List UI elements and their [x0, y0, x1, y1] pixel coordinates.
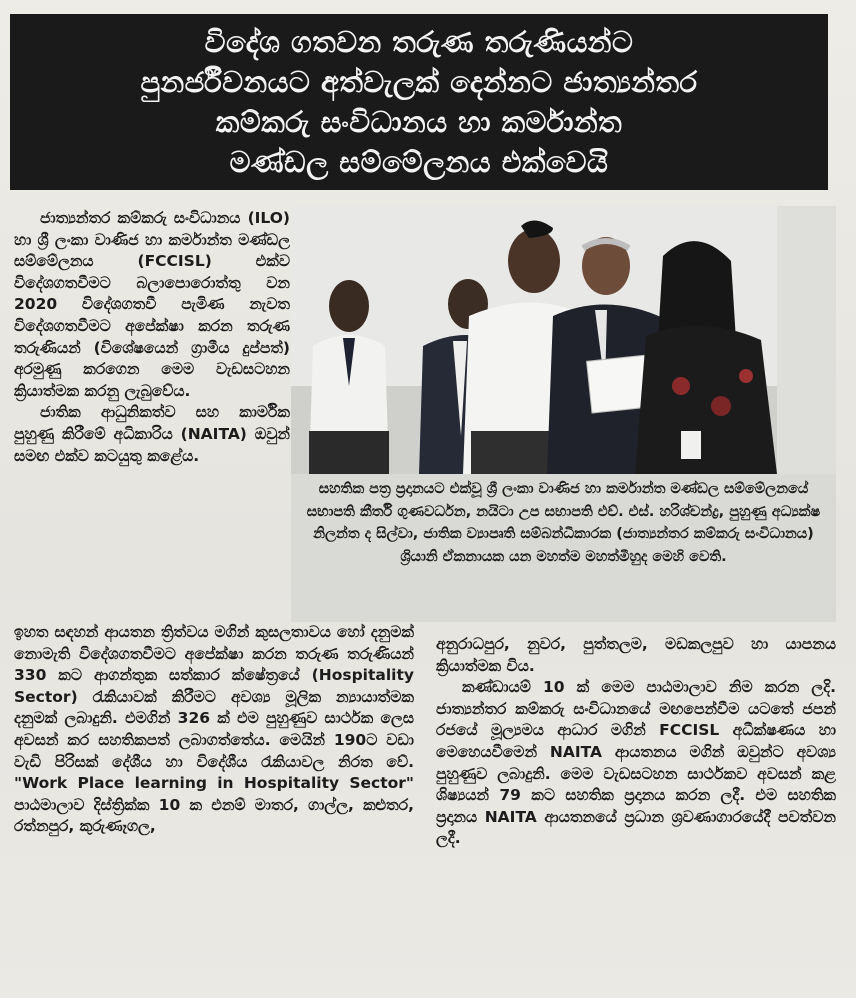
article-paragraph-1: ජාත්‍යන්තර කම්කරු සංවිධානය (ILO) හා ශ්‍රී ලංකා වාණිජ හා කර්මාන්ත මණ්ඩල සම්මේලනය (FCCISL) එක්ව විදේශගතවීමට බලාපොරොත්තු වන 2020 විදේශගතවී පැමිණ නැවත විදේශගතවීමට අපේක්ෂා කරන තරුණ තරුණියන් (විශේෂයෙන් ග්‍රාමීය දුප්පත්) අරමුණු කරගෙන මෙම වැඩසටහන ක්‍රියාත්මක කරනු ලැබුවේය. [14, 209, 290, 400]
article-column-bottom-left [14, 622, 414, 838]
certificate-ceremony-photo [291, 206, 836, 474]
article-paragraph-5: කණ්ඩායම් 10 ක් මෙම පාඨමාලාව නිම කරන ලදි. ජාත්‍යන්තර කම්කරු සංවිධානයේ මඟපෙන්වීම යටතේ ජපන් රජයේ මූල්‍යමය ආධාර මගින් FCCISL අධීක්ෂණය හා මෙහෙයවීමෙන් NAITA ආයතනය මගින් ඔවුන්ට අවශ්‍ය පුහුණුව ලබාදුනි. මෙම වැඩසටහන සාර්ථකව අවසන් කළ ශිෂ්‍යයන් 79 කට සහතික ප්‍රදානය කරන ලදී. එම සහතික ප්‍රදානය NAITA ආයතනයේ ප්‍රධාන ශ්‍රවණාගාරයේදී පවත්වන ලදී. [436, 678, 836, 848]
event-photo [291, 206, 836, 474]
headline-line-1: විදේශ ගතවන තරුණ තරුණියන්ට [204, 25, 634, 59]
article-paragraph-3: ඉහත සඳහන් ආයතන ත්‍රිත්වය මගින් කුසලතාවය හෝ දනුමක් නොමැති විදේශගතවීමට අපේක්ෂා කරන තරුණ තරුණියන් 330 කට ආගන්තුක සත්කාර ක්ෂේත්‍රයේ (Hospitality Sector) රැකියාවක් කිරීමට අවශ්‍ය මූලික න්‍යායාත්මක දනුමක් ලබාදුනි. එමගින් 326 ක් එම පුහුණුව සාර්ථක ලෙස අවසන් කර සහතිකපත් ලබාගත්තේය. මෙයින් 190ට වඩා වැඩි පිරිසක් දේශීය හා විදේශීය රැකියාවල නිරත වේ. "Work Place learning in Hospitality Sector" පාඨමාලාව දිස්ත්‍රික්ක 10 ක එනම් මාතර, ගාල්ල, කළුතර, රත්නපුර, කුරුණෑගල, [14, 623, 414, 836]
article-column-left [14, 208, 290, 467]
photo-caption [291, 474, 836, 622]
headline-line-4: මණ්ඩල සම්මේලනය එක්වෙයි [229, 145, 609, 179]
headline-banner [10, 14, 828, 190]
headline-line-3: කම්කරු සංවිධානය හා කර්මාන්ත [215, 105, 623, 139]
photo-caption-text: සහතික පත්‍ර ප්‍රදානයට එක්වූ ශ්‍රී ලංකා වාණිජ හා කර්මාන්ත මණ්ඩල සම්මේලනයේ සභාපති කීර්ති ගුණවර්ධන, නයිටා උප සභාපති එච්. එස්. හරිශ්චන්ද්‍ර, පුහුණු අධ්‍යක්ෂ නිලන්ත ද සිල්වා, ජාතික ව්‍යාපෘති සම්බන්ධීකාරක (ජාත්‍යන්තර කම්කරු සංවිධානය) ශ්‍රියානි ඒකනායක යන මහත්ම මහත්මීහුද මෙහි වෙති. [306, 481, 821, 565]
article-column-right [436, 634, 836, 850]
headline-line-2: පුනර්ජීවනයට අත්වැලක් දෙන්නට ජාත්‍යන්තර [140, 65, 698, 99]
article-paragraph-4: අනුරාධපුර, නුවර, පුත්තලම, මඩකලපුව හා යාපනය ක්‍රියාත්මක විය. [436, 635, 836, 675]
article-paragraph-2: ජාතික ආධුනිකත්ව සහ කාර්මික පුහුණු කිරීමේ අධිකාරිය (NAITA) ඔවුන් සමඟ එක්ව කටයුතු කළේය. [14, 403, 290, 465]
